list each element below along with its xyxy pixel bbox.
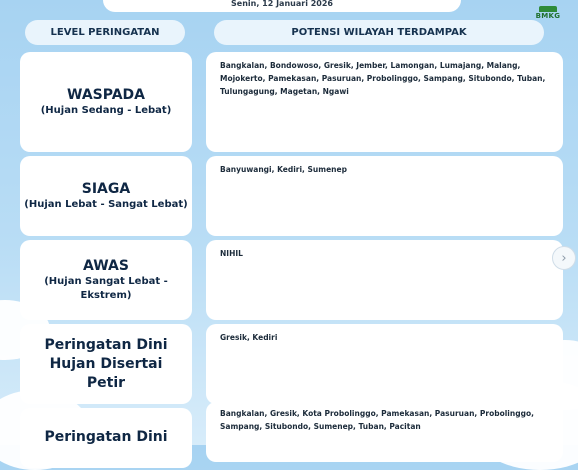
area-card-lightning (206, 324, 563, 404)
area-list: Banyuwangi, Kediri, Sumenep (220, 165, 347, 174)
bmkg-logo (526, 0, 570, 20)
level-title: SIAGA (81, 181, 131, 197)
level-card-awas (20, 240, 192, 320)
level-subtitle: (Hujan Sedang - Lebat) (40, 105, 172, 116)
level-card-early-warning (20, 408, 192, 468)
level-column-header (25, 20, 185, 45)
level-subtitle: (Hujan Sangat Lebat - Ekstrem) (44, 276, 168, 301)
area-list: NIHIL (220, 249, 243, 258)
chevron-right-icon: › (561, 250, 567, 266)
date-text: Senin, 12 Januari 2026 (231, 0, 333, 8)
level-card-siaga (20, 156, 192, 236)
area-list: Gresik, Kediri (220, 333, 278, 342)
level-title: AWAS (83, 258, 129, 274)
area-card-early-warning (206, 402, 563, 462)
area-card-awas (206, 240, 563, 320)
area-card-siaga (206, 156, 563, 236)
level-card-lightning (20, 324, 192, 404)
level-card-waspada (20, 52, 192, 152)
level-subtitle: (Hujan Lebat - Sangat Lebat) (24, 199, 188, 210)
area-list: Bangkalan, Bondowoso, Gresik, Jember, Lamongan, Lumajang, Malang, Mojokerto, Pamekasan, Pasuruan, Probolinggo, Sampang, Situbondo, Tuban, Tulungagung, Magetan, Ngawi (220, 61, 546, 96)
level-title: Peringatan Dini Hujan Disertai Petir (44, 336, 168, 391)
next-slide-button[interactable] (552, 246, 576, 270)
area-column-header-label: POTENSI WILAYAH TERDAMPAK (291, 27, 467, 38)
date-banner (103, 0, 461, 12)
level-column-header-label: LEVEL PERINGATAN (50, 27, 160, 38)
area-card-waspada (206, 52, 563, 152)
level-title: Peringatan Dini (44, 429, 168, 445)
area-list: Bangkalan, Gresik, Kota Probolinggo, Pamekasan, Pasuruan, Probolinggo, Sampang, Situbondo, Sumenep, Tuban, Pacitan (220, 409, 534, 431)
level-title: WASPADA (67, 87, 145, 103)
logo-text: BMKG (535, 12, 561, 20)
area-column-header (214, 20, 544, 45)
